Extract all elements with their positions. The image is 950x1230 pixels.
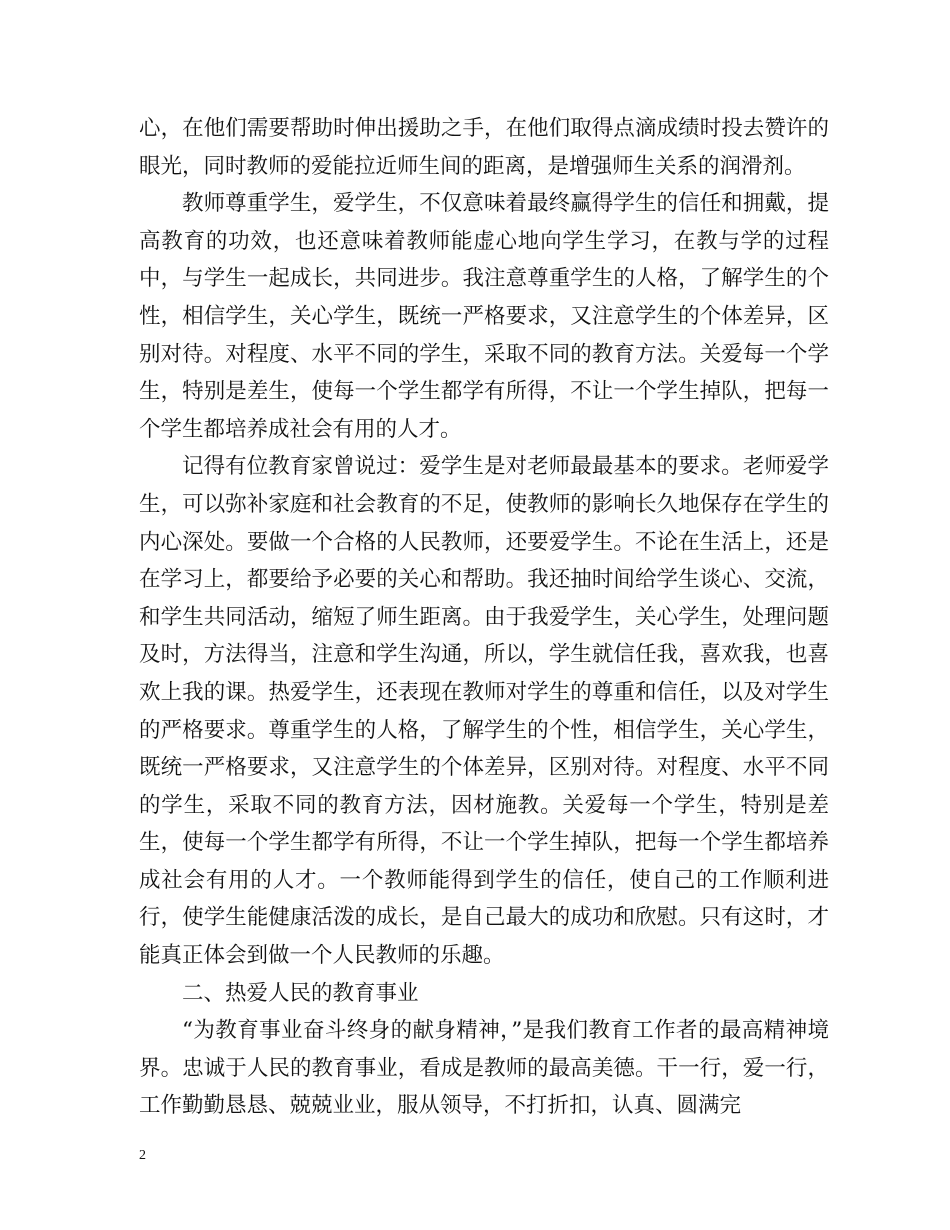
paragraph-continuation: 心，在他们需要帮助时伸出援助之手，在他们取得点滴成绩时投去赞许的眼光，同时教师的爱能拉近师生间的距离，是增强师生关系的润滑剂。 — [139, 116, 829, 179]
page-number: 2 — [139, 1148, 146, 1163]
paragraph-education-career: “为教育事业奋斗终身的献身精神，”是我们教育工作者的最高精神境界。忠诚于人民的教育事业，看成是教师的最高美德。干一行，爱一行，工作勤勤恳恳、兢兢业业，服从领导，不打折扣，认真、圆满完 — [139, 1018, 829, 1119]
body-text — [139, 110, 829, 1125]
paragraph-respect-students: 教师尊重学生，爱学生，不仅意味着最终赢得学生的信任和拥戴，提高教育的功效，也还意味着教师能虚心地向学生学习，在教与学的过程中，与学生一起成长，共同进步。我注意尊重学生的人格，了解学生的个性，相信学生，关心学生，既统一严格要求，又注意学生的个体差异，区别对待。对程度、水平不同的学生，采取不同的教育方法。关爱每一个学生，特别是差生，使每一个学生都学有所得，不让一个学生掉队，把每一个学生都培养成社会有用的人才。 — [139, 191, 829, 442]
section-heading: 二、热爱人民的教育事业 — [182, 980, 419, 1006]
paragraph-love-students: 记得有位教育家曾说过：爱学生是对老师最最基本的要求。老师爱学生，可以弥补家庭和社会教育的不足，使教师的影响长久地保存在学生的内心深处。要做一个合格的人民教师，还要爱学生。不论在生活上，还是在学习上，都要给予必要的关心和帮助。我还抽时间给学生谈心、交流，和学生共同活动，缩短了师生距离。由于我爱学生，关心学生，处理问题及时，方法得当，注意和学生沟通，所以，学生就信任我，喜欢我，也喜欢上我的课。热爱学生，还表现在教师对学生的尊重和信任，以及对学生的严格要求。尊重学生的人格，了解学生的个性，相信学生，关心学生，既统一严格要求，又注意学生的个体差异，区别对待。对程度、水平不同的学生，采取不同的教育方法，因材施教。关爱每一个学生，特别是差生，使每一个学生都学有所得，不让一个学生掉队，把每一个学生都培养成社会有用的人才。一个教师能得到学生的信任，使自己的工作顺利进行，使学生能健康活泼的成长，是自己最大的成功和欣慰。只有这时，才能真正体会到做一个人民教师的乐趣。 — [139, 454, 829, 969]
